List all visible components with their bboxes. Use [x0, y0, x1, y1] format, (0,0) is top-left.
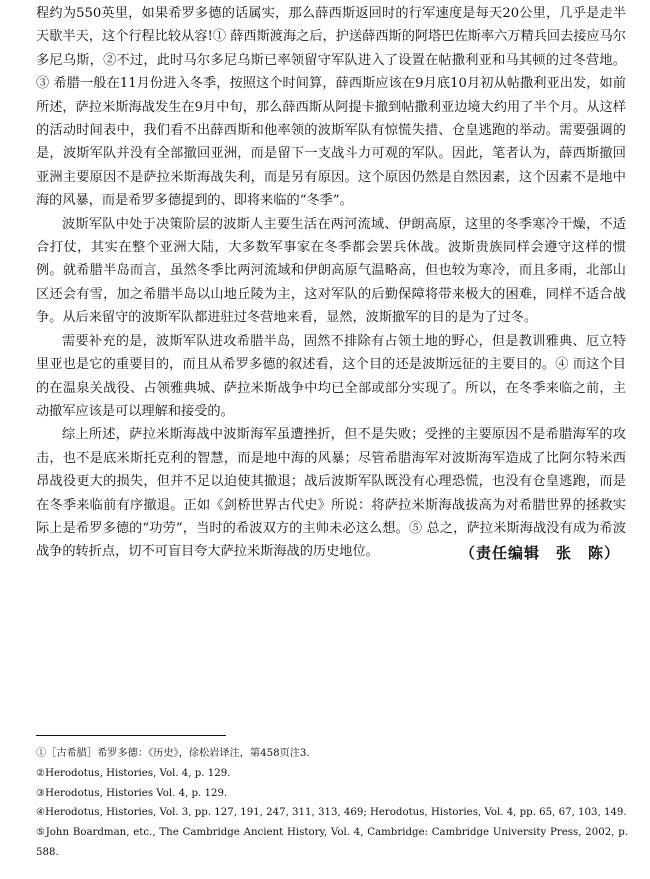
paragraph-2: 波斯军队中处于决策阶层的波斯人主要生活在两河流域、伊朗高原，这里的冬季寒冷干燥，不适合打仗，其实在整个亚洲大陆，大多数军事家在冬季都会罢兵休战。波斯贵族同样会遵守这样的惯例。就希腊半岛而言，虽然冬季比两河流域和伊朗高原气温略高，但也较为寒冷，而且多雨，北部山区还会有雪，加之希腊半岛以山地丘陵为主，这对军队的后勤保障将带来极大的困难，同样不适合战争。从后来留守的波斯军队都进驻过冬营地来看，显然，波斯撤军的目的是为了过冬。	[36, 216, 626, 326]
footnote-3: ③Herodotus, Histories Vol. 4, p. 129.	[36, 787, 228, 799]
footnote-1: ①［古希腊］希罗多德：《历史》，徐松岩译注，第458页注3.	[36, 748, 310, 759]
footnote-4: ④Herodotus, Histories, Vol. 3, pp. 127, 191, 247, 311, 313, 469; Herodotus, Histories, Vol. 4, pp. 65, 67, 103, 149.	[36, 807, 627, 819]
footnote-2: ②Herodotus, Histories, Vol. 4, p. 129.	[36, 767, 231, 779]
footnote-divider	[36, 735, 226, 736]
paragraph-4: 综上所述，萨拉米斯海战中波斯海军虽遭挫折，但不是失败；受挫的主要原因不是希腊海军的攻击，也不是底米斯托克利的智慧，而是地中海的风暴；尽管希腊海军对波斯海军造成了比阿尔特米西昂战役更大的损失，但并不足以迫使其撤退；战后波斯军队既没有心理恐慌，也没有仓皇逃跑，而是在冬季来临前有序撤退。正如《剑桥世界古代史》所说：将萨拉米斯海战拔高为对希腊世界的拯救实际上是希罗多德的“功劳”，当时的希波双方的主帅未必这么想。⑤ 总之，萨拉米斯海战没有成为希波战争的转折点，切不可盲目夸大萨拉米斯海战的历史地位。	[36, 427, 626, 560]
paragraph-1: 程约为550英里，如果希罗多德的话属实，那么薛西斯返回时的行军速度是每天20公里，几乎是走半天歇半天，这个行程比较从容!① 薛西斯渡海之后，护送薛西斯的阿塔巴佐斯率六万精兵回去接应马尔多尼乌斯，②不过，此时马尔多尼乌斯已率领留守军队进入了设置在帖撒利亚和马其顿的过冬营地。③ 希腊一般在11月份进入冬季，按照这个时间算，薛西斯应该在9月底10月初从帖撒利亚出发，如前所述，萨拉米斯海战发生在9月中旬，那么薛西斯从阿提卡撤到帖撒利亚边境大约用了半个月。从这样的活动时间表中，我们看不出薛西斯和他率领的波斯军队有惊慌失措、仓皇逃跑的举动。需要强调的是，波斯军队并没有全部撤回亚洲，而是留下一支战斗力可观的军队。因此，笔者认为，薛西斯撤回亚洲主要原因不是萨拉米斯海战失利，而是另有原因。这个原因仍然是自然因素，这个因素不是地中海的风暴，而是希罗多德提到的、即将来临的“冬季”。	[36, 6, 626, 209]
responsible-editor: （责任编辑 张 陈）	[459, 544, 620, 562]
footnotes	[36, 744, 628, 863]
body-text	[36, 2, 626, 564]
footnote-5: ⑤John Boardman, etc., The Cambridge Ancient History, Vol. 4, Cambridge: Cambridge University Press, 2002, p. 588.	[36, 827, 628, 858]
paragraph-3: 需要补充的是，波斯军队进攻希腊半岛，固然不排除有占领土地的野心，但是教训雅典、厄立特里亚也是它的重要目的，而且从希罗多德的叙述看，这个目的还是波斯远征的主要目的。④ 而这个目的在温泉关战役、占领雅典城、萨拉米斯战争中均已全部或部分实现了。所以，在冬季来临之前，主动撤军应该是可以理解和接受的。	[36, 333, 626, 419]
